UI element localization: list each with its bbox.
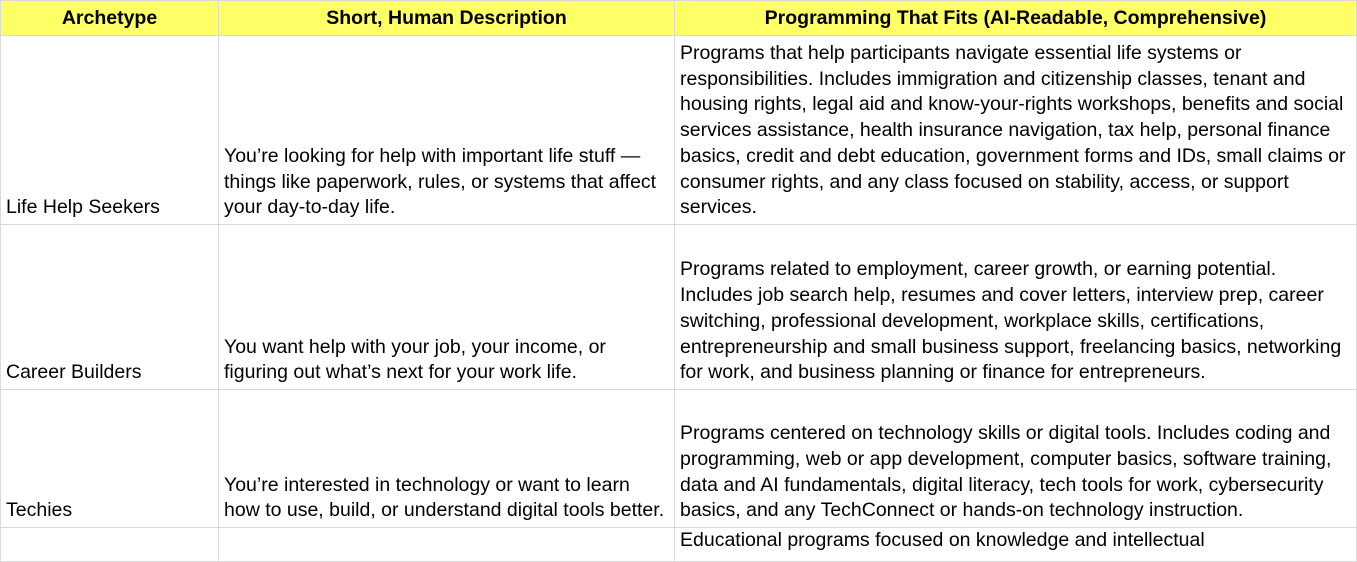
- header-archetype[interactable]: Archetype: [1, 1, 219, 36]
- cell-programming[interactable]: Programs related to employment, career growth, or earning potential. Includes job search help, resumes and cover letters, interview prep, career switching, professional development, workplace skills, certifications, entrepreneurship and small business support, freelancing basics, networking for work, and business planning or finance for entrepreneurs.: [675, 225, 1357, 390]
- cell-archetype[interactable]: Techies: [1, 390, 219, 528]
- cell-programming[interactable]: Educational programs focused on knowledge and intellectual: [675, 528, 1357, 562]
- cell-programming[interactable]: Programs that help participants navigate essential life systems or responsibilities. Includes immigration and citizenship classes, tenant and housing rights, legal aid and know-your-rights workshops, benefits and social services assistance, health insurance navigation, tax help, personal finance basics, credit and debt education, government forms and IDs, small claims or consumer rights, and any class focused on stability, access, or support services.: [675, 36, 1357, 225]
- header-programming[interactable]: Programming That Fits (AI-Readable, Comprehensive): [675, 1, 1357, 36]
- header-row: [1, 1, 1357, 36]
- cell-archetype[interactable]: Career Builders: [1, 225, 219, 390]
- table-row: [1, 225, 1357, 390]
- table-row: [1, 36, 1357, 225]
- header-description[interactable]: Short, Human Description: [219, 1, 675, 36]
- cell-archetype[interactable]: Life Help Seekers: [1, 36, 219, 225]
- cell-description[interactable]: You’re looking for help with important life stuff — things like paperwork, rules, or systems that affect your day-to-day life.: [219, 36, 675, 225]
- cell-archetype[interactable]: [1, 528, 219, 562]
- cell-description[interactable]: You want help with your job, your income, or figuring out what’s next for your work life.: [219, 225, 675, 390]
- table-row: [1, 528, 1357, 562]
- cell-description[interactable]: You’re interested in technology or want to learn how to use, build, or understand digital tools better.: [219, 390, 675, 528]
- cell-programming[interactable]: Programs centered on technology skills or digital tools. Includes coding and programming, web or app development, computer basics, software training, data and AI fundamentals, digital literacy, tech tools for work, cybersecurity basics, and any TechConnect or hands-on technology instruction.: [675, 390, 1357, 528]
- cell-description[interactable]: [219, 528, 675, 562]
- table-row: [1, 390, 1357, 528]
